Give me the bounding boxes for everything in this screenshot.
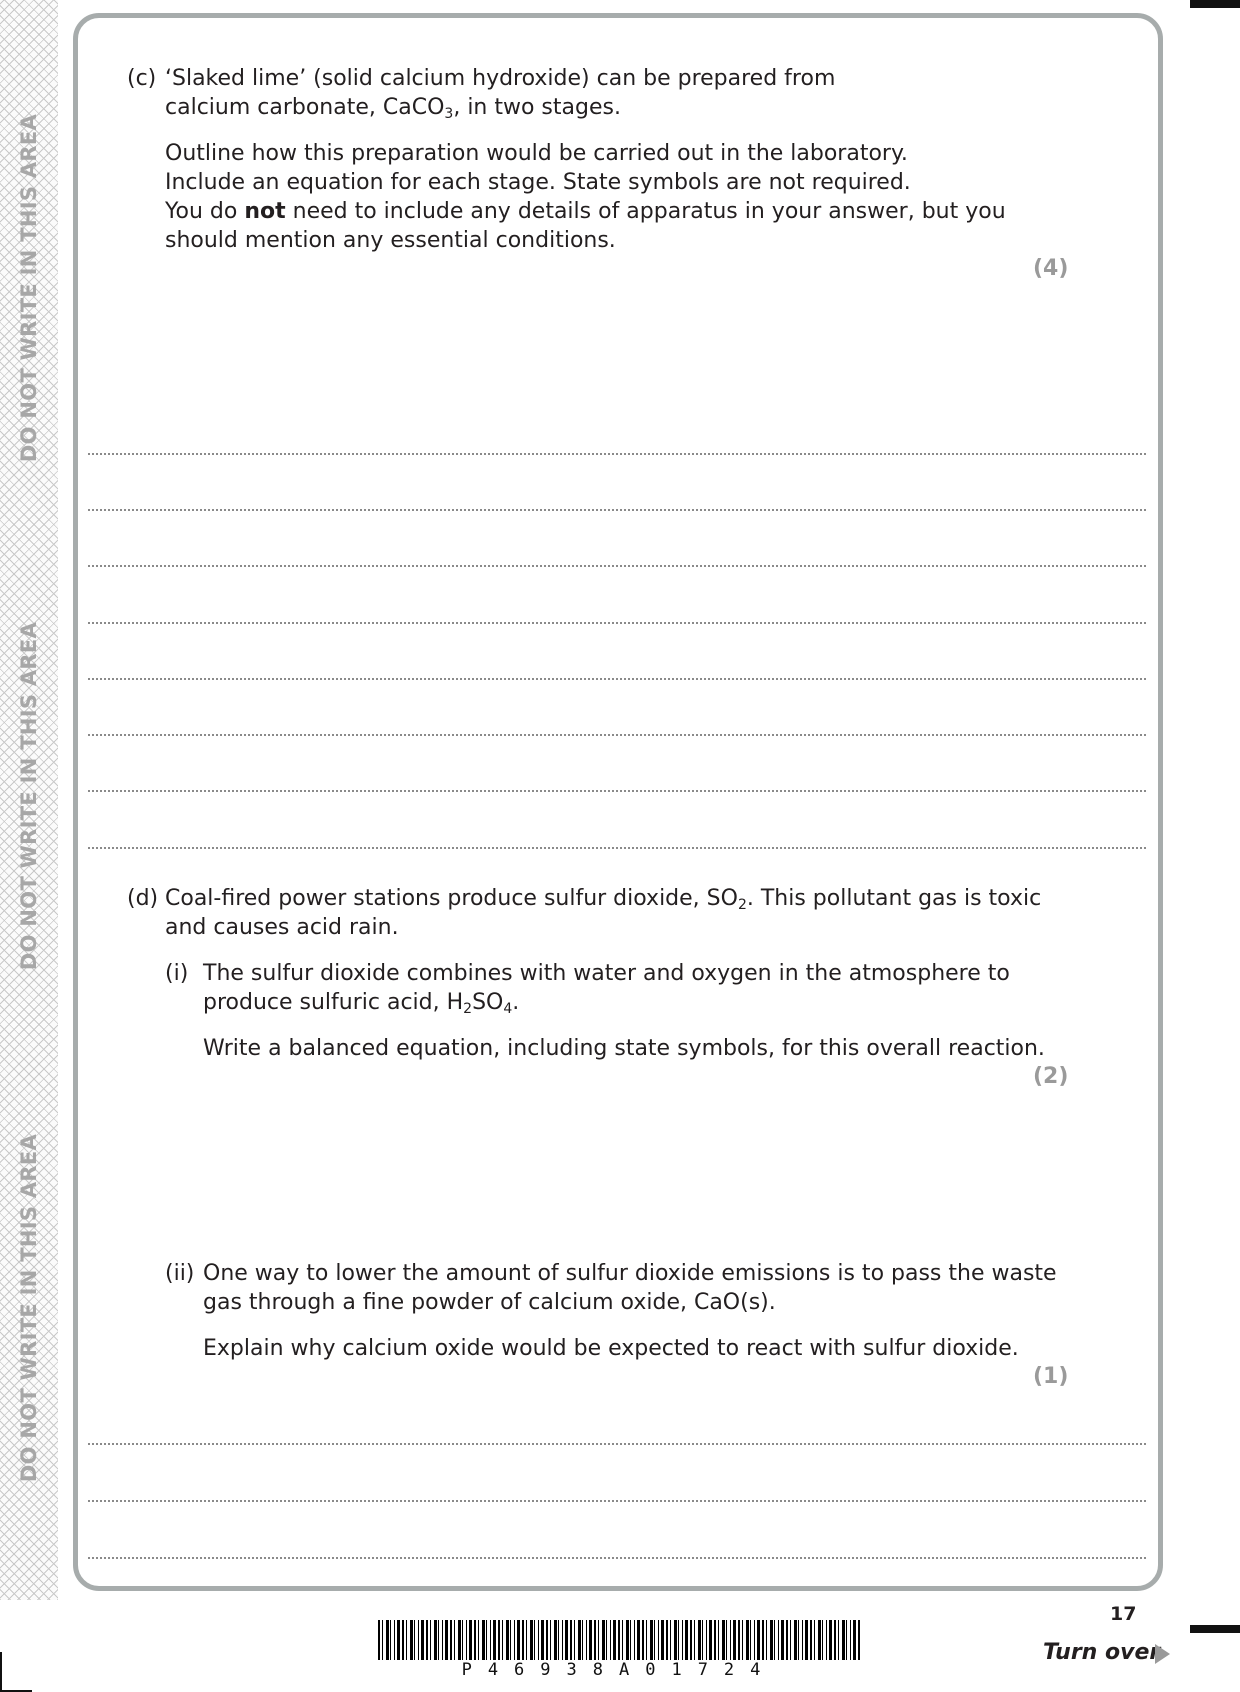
registration-mark-bottom [1190, 1625, 1240, 1633]
crop-mark [0, 1652, 2, 1692]
answer-line[interactable] [88, 734, 1146, 736]
answer-line[interactable] [88, 622, 1146, 624]
part-d-i-marks: (2) [1033, 1064, 1069, 1089]
turn-over-arrow-icon [1155, 1644, 1170, 1664]
part-c-label: (c) [127, 66, 157, 91]
turn-over-label: Turn over [1043, 1640, 1161, 1665]
part-d-line2: and causes acid rain. [165, 915, 399, 940]
barcode [378, 1620, 860, 1660]
part-c-para3: You do not need to include any details of apparatus in your answer, but you [165, 199, 1006, 224]
part-d-line1: Coal-fired power stations produce sulfur dioxide, $SO_2$. This pollutant gas is toxic [165, 886, 1042, 913]
answer-line[interactable] [88, 790, 1146, 792]
part-d-i-line2: produce sulfuric acid, $H_2SO_4$. [203, 990, 520, 1017]
answer-line[interactable] [88, 565, 1146, 567]
part-c-line1: ‘Slaked lime’ (solid calcium hydroxide) can be prepared from [165, 66, 836, 91]
answer-line[interactable] [88, 509, 1146, 511]
registration-mark-top [1190, 0, 1240, 8]
page-number: 17 [1110, 1603, 1137, 1625]
answer-line[interactable] [88, 1443, 1146, 1445]
barcode-text: P46938A01724 [461, 1660, 777, 1680]
answer-line[interactable] [88, 1557, 1146, 1559]
part-d-label: (d) [127, 886, 159, 911]
part-d-ii-label: (ii) [165, 1261, 195, 1286]
answer-line[interactable] [88, 1500, 1146, 1502]
part-c-para1: Outline how this preparation would be carried out in the laboratory. [165, 141, 908, 166]
part-d-ii-line1: One way to lower the amount of sulfur dioxide emissions is to pass the waste [203, 1261, 1057, 1286]
answer-line[interactable] [88, 678, 1146, 680]
part-d-ii-line2: gas through a fine powder of calcium oxide, CaO(s). [203, 1290, 776, 1315]
part-c-para4: should mention any essential conditions. [165, 228, 616, 253]
part-d-ii-instruction: Explain why calcium oxide would be expected to react with sulfur dioxide. [203, 1336, 1019, 1361]
part-d-i-instruction: Write a balanced equation, including state symbols, for this overall reaction. [203, 1036, 1045, 1061]
part-c-line2: calcium carbonate, CaCO$_3$, in two stages. [165, 95, 621, 122]
part-d-ii-marks: (1) [1033, 1364, 1069, 1389]
part-d-i-line1: The sulfur dioxide combines with water and oxygen in the atmosphere to [203, 961, 1010, 986]
part-d-i-label: (i) [165, 961, 189, 986]
answer-line[interactable] [88, 847, 1146, 849]
part-c-para2: Include an equation for each stage. State symbols are not required. [165, 170, 911, 195]
answer-line[interactable] [88, 453, 1146, 455]
part-c-marks: (4) [1033, 256, 1069, 281]
